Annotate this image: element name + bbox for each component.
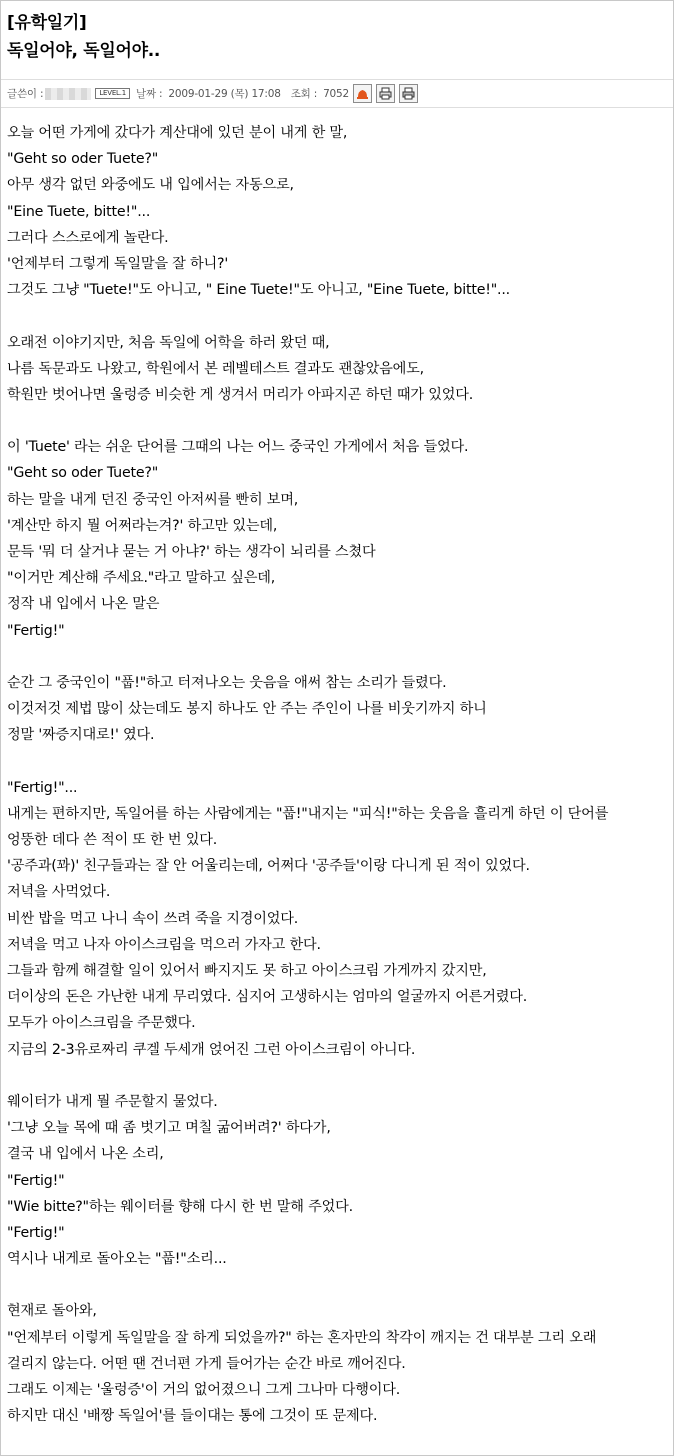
date-label: 날짜 :	[136, 88, 163, 100]
blank-line	[7, 1063, 673, 1089]
blank-line	[7, 1272, 673, 1298]
body-line: 그러다 스스로에게 놀란다.	[7, 229, 169, 246]
body-line: '계산만 하지 뭘 어쩌라는겨?' 하고만 있는데,	[7, 517, 278, 534]
body-line: 역시나 내게로 돌아오는 "풉!"소리...	[7, 1251, 227, 1268]
body-line: "언제부터 이렇게 독일말을 잘 하게 되었을까?" 하는 혼자만의 착각이 깨지는 건 대부분 그리 오래	[7, 1329, 597, 1346]
body-line: 모두가 아이스크림을 주문했다.	[7, 1015, 196, 1032]
blank-line	[7, 644, 673, 670]
recommend-icon	[356, 87, 369, 100]
views-label: 조회 :	[290, 88, 318, 100]
body-line: 결국 내 입에서 나온 소리,	[7, 1146, 164, 1163]
body-line: "이거만 계산해 주세요."라고 말하고 싶은데,	[7, 570, 276, 587]
body-line: 저녁을 먹고 나자 아이스크림을 먹으러 가자고 한다.	[7, 936, 321, 953]
body-line: "Geht so oder Tuete?"	[7, 465, 159, 482]
body-line: 내게는 편하지만, 독일어를 하는 사람에게는 "풉!"내지는 "피식!"하는 웃음을 흘리게 하던 이 단어를	[7, 805, 609, 822]
body-line: "Wie bitte?"하는 웨이터를 향해 다시 한 번 말해 주었다.	[7, 1198, 353, 1215]
body-line: 더이상의 돈은 가난한 내게 무리였다. 심지어 고생하시는 엄마의 얼굴까지 어른거렸다.	[7, 989, 528, 1006]
body-line: 나름 독문과도 나왔고, 학원에서 본 레벨테스트 결과도 괜찮았음에도,	[7, 360, 424, 377]
body-line: 이 'Tuete' 라는 쉬운 단어를 그때의 나는 어느 중국인 가게에서 처음 들었다.	[7, 439, 469, 456]
body-line: 지금의 2-3유로짜리 쿠겔 두세개 얹어진 그런 아이스크림이 아니다.	[7, 1041, 416, 1058]
body-line: '그냥 오늘 목에 때 좀 벗기고 며칠 굶어버려?' 하다가,	[7, 1120, 331, 1137]
body-line: 엉뚱한 데다 쓴 적이 또 한 번 있다.	[7, 832, 218, 849]
author-name-blurred[interactable]	[45, 88, 91, 100]
body-line: '공주과(꽈)' 친구들과는 잘 안 어울리는데, 어쩌다 '공주들'이랑 다니게 된 적이 있었다.	[7, 858, 530, 875]
body-line: 이것저것 제법 많이 샀는데도 봉지 하나도 안 주는 주인이 나를 비웃기까지 하니	[7, 701, 487, 718]
body-line: 아무 생각 없던 와중에도 내 입에서는 자동으로,	[7, 177, 294, 194]
body-line: 그들과 함께 해결할 일이 있어서 빠지지도 못 하고 아이스크림 가게까지 갔지만,	[7, 963, 487, 979]
recommend-button[interactable]	[353, 84, 372, 103]
body-line: 걸리지 않는다. 어떤 땐 건너편 가게 들어가는 순간 바로 깨어진다.	[7, 1355, 406, 1372]
post-title: 독일어야, 독일어야..	[7, 41, 161, 61]
print-button-2[interactable]	[399, 84, 418, 103]
post-body	[1, 108, 673, 1429]
body-line: 정말 '짜증지대로!' 였다.	[7, 727, 155, 744]
body-line: 그것도 그냥 "Tuete!"도 아니고, " Eine Tuete!"도 아니고, "Eine Tuete, bitte!"...	[7, 282, 510, 299]
body-line: 저녁을 사먹었다.	[7, 884, 111, 901]
date-value: 2009-01-29 (목) 17:08	[168, 88, 281, 100]
print-icon	[402, 87, 415, 100]
blank-line	[7, 303, 673, 329]
body-line: 하지만 대신 '배짱 독일어'를 들이대는 통에 그것이 또 문제다.	[7, 1408, 378, 1425]
body-line: 문득 '뭐 더 살거냐 묻는 거 아냐?' 하는 생각이 뇌리를 스쳤다	[7, 544, 376, 560]
author-label: 글쓴이 :	[7, 88, 44, 100]
print-icon	[379, 87, 392, 100]
body-line: "Fertig!"	[7, 1172, 65, 1189]
body-line: 비싼 밥을 먹고 나니 속이 쓰려 죽을 지경이었다.	[7, 910, 299, 927]
body-line: 오늘 어떤 가게에 갔다가 계산대에 있던 분이 내게 한 말,	[7, 125, 348, 141]
body-line: "Eine Tuete, bitte!"...	[7, 203, 151, 220]
level-badge: LEVEL.1	[95, 88, 130, 99]
body-line: "Fertig!"...	[7, 779, 78, 796]
body-line: 학원만 벗어나면 울렁증 비슷한 게 생겨서 머리가 아파지곤 하던 때가 있었다.	[7, 386, 474, 403]
body-line: 정작 내 입에서 나온 말은	[7, 596, 160, 613]
body-line: 오래전 이야기지만, 처음 독일에 어학을 하러 왔던 때,	[7, 334, 330, 351]
body-line: 순간 그 중국인이 "풉!"하고 터져나오는 웃음을 애써 참는 소리가 들렸다.	[7, 674, 447, 691]
blank-line	[7, 749, 673, 775]
body-line: 하는 말을 내게 던진 중국인 아저씨를 빤히 보며,	[7, 491, 299, 508]
body-line: 현재로 돌아와,	[7, 1303, 97, 1320]
body-line: "Fertig!"	[7, 1224, 65, 1241]
post-category: [유학일기]	[7, 13, 87, 33]
blank-line	[7, 408, 673, 434]
body-line: 그래도 이제는 '울렁증'이 거의 없어졌으니 그게 그나마 다행이다.	[7, 1382, 401, 1398]
body-line: "Fertig!"	[7, 622, 65, 639]
views-value: 7052	[323, 87, 349, 100]
print-button[interactable]	[376, 84, 395, 103]
body-line: '언제부터 그렇게 독일말을 잘 하니?'	[7, 255, 229, 272]
post-meta-bar	[1, 80, 673, 108]
post-header	[1, 1, 673, 80]
body-line: "Geht so oder Tuete?"	[7, 151, 159, 168]
body-line: 웨이터가 내게 뭘 주문할지 물었다.	[7, 1093, 218, 1110]
